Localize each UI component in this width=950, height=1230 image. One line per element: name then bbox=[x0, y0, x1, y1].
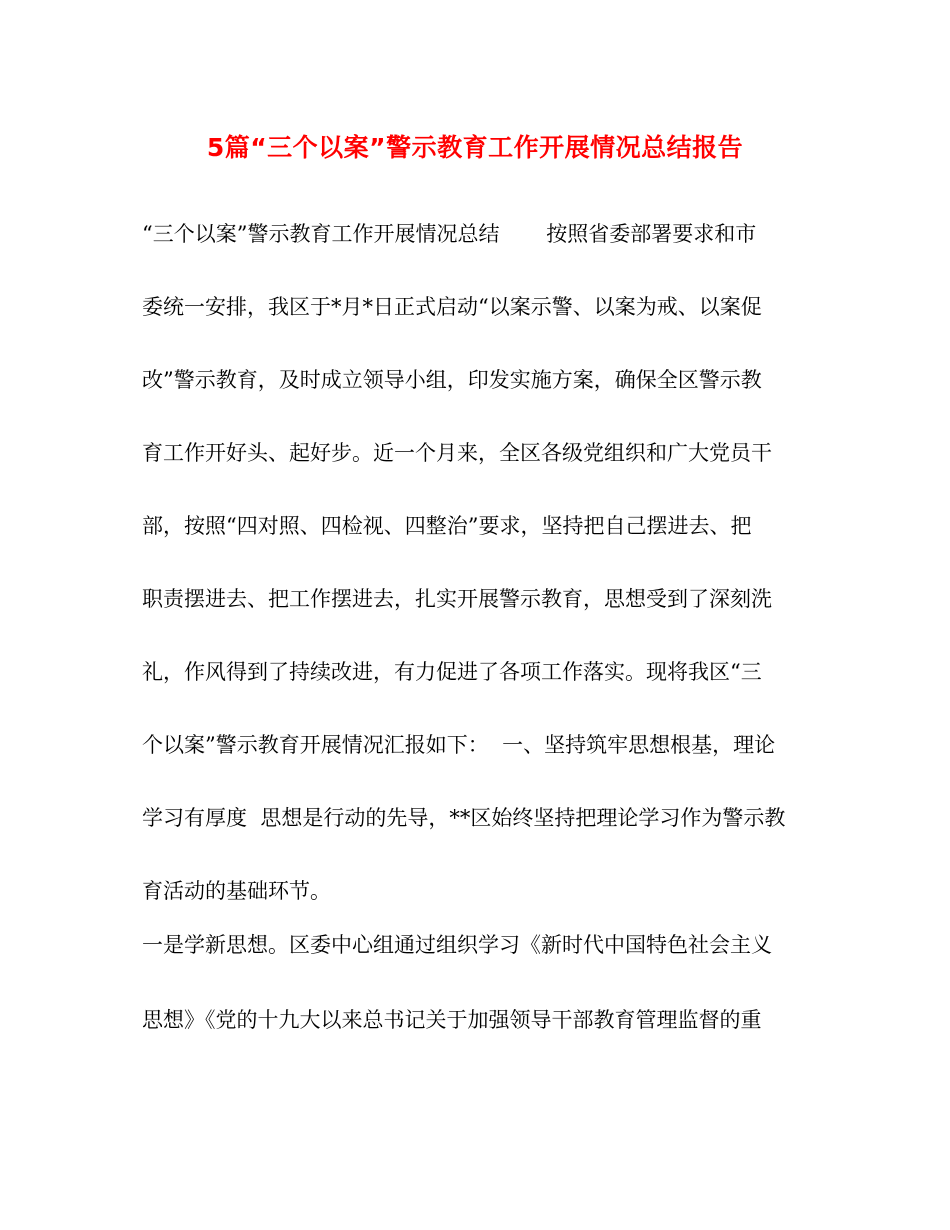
body-line-10: 育活动的基础环节。 bbox=[142, 879, 331, 903]
body-line-2: 委统一安排，我区于*月*日正式启动“以案示警、以案为戒、以案促 bbox=[142, 295, 762, 319]
body-line-5: 部，按照“四对照、四检视、四整治”要求，坚持把自己摆进去、把 bbox=[142, 514, 752, 538]
body-line-3: 改”警示教育，及时成立领导小组，印发实施方案，确保全区警示教 bbox=[142, 368, 762, 392]
document-title: 5篇“三个以案”警示教育工作开展情况总结报告 bbox=[206, 133, 744, 162]
body-line-11: 一是学新思想。区委中心组通过组织学习《新时代中国特色社会主义 bbox=[142, 933, 772, 957]
body-line-4: 育工作开好头、起好步。近一个月来，全区各级党组织和广大党员干 bbox=[142, 441, 772, 465]
body-line-9: 学习有厚度 思想是行动的先导，**区始终坚持把理论学习作为警示教 bbox=[142, 806, 786, 830]
body-line-8: 个以案”警示教育开展情况汇报如下： 一、坚持筑牢思想根基，理论 bbox=[142, 733, 776, 757]
body-line-12: 思想》《党的十九大以来总书记关于加强领导干部教育管理监督的重 bbox=[142, 1008, 762, 1032]
body-line-1: “三个以案”警示教育工作开展情况总结 按照省委部署要求和市 bbox=[142, 222, 757, 246]
body-line-6: 职责摆进去、把工作摆进去，扎实开展警示教育，思想受到了深刻洗 bbox=[142, 587, 772, 611]
body-line-7: 礼，作风得到了持续改进，有力促进了各项工作落实。现将我区“三 bbox=[142, 660, 762, 684]
